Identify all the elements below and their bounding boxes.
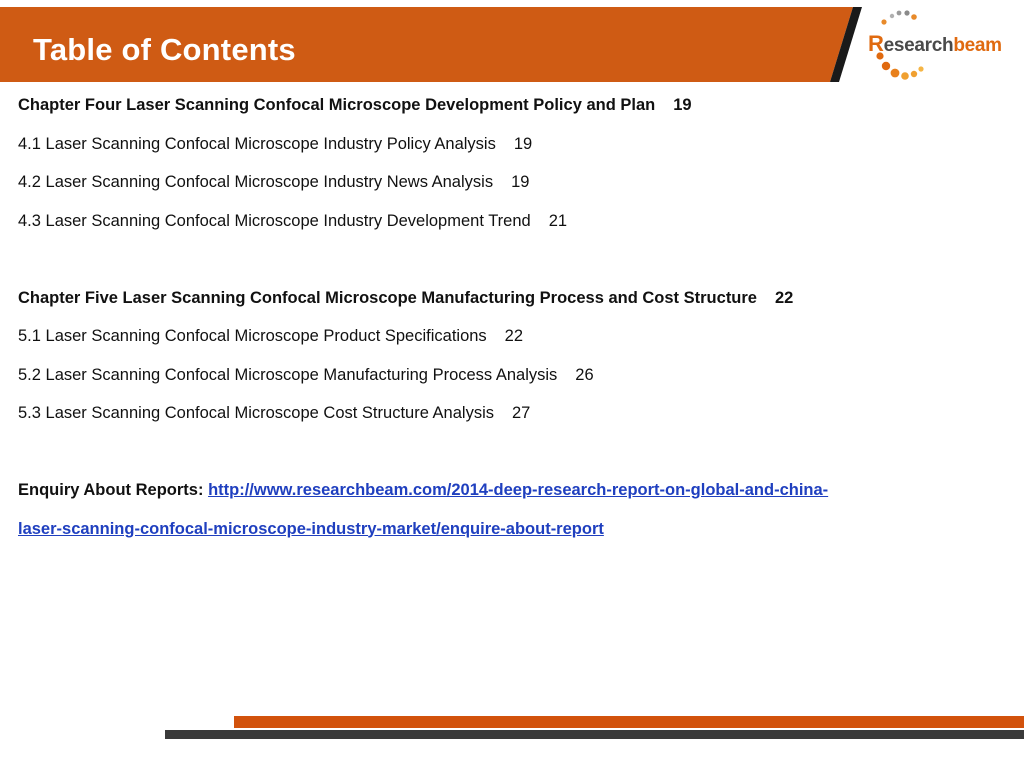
- toc-chapter-4: Chapter Four Laser Scanning Confocal Microscope Development Policy and Plan 19: [18, 96, 692, 114]
- toc-item-5-2: 5.2 Laser Scanning Confocal Microscope Manufacturing Process Analysis 26: [18, 365, 594, 384]
- enquiry-section-cont: [18, 510, 1008, 549]
- enquiry-label: Enquiry About Reports:: [18, 481, 204, 499]
- enquiry-link-continued[interactable]: laser-scanning-confocal-microscope-industry-market/enquire-about-report: [18, 519, 604, 538]
- spacer: [18, 433, 1008, 472]
- toc-item-5-3: 5.3 Laser Scanning Confocal Microscope Cost Structure Analysis 27: [18, 404, 531, 422]
- header-band: [0, 0, 1024, 90]
- toc-item-5-1: 5.1 Laser Scanning Confocal Microscope Product Specifications 22: [18, 327, 524, 345]
- page-title: Table of Contents: [33, 32, 296, 67]
- toc-chapter-5: Chapter Five Laser Scanning Confocal Microscope Manufacturing Process and Cost Structure 22: [18, 288, 794, 307]
- toc-item-4-3: 4.3 Laser Scanning Confocal Microscope Industry Development Trend 21: [18, 211, 568, 230]
- footer-bar-gray: [165, 730, 1024, 739]
- toc-item-4-2: 4.2 Laser Scanning Confocal Microscope Industry News Analysis 19: [18, 173, 530, 191]
- footer-bar-orange: [234, 716, 1024, 728]
- toc-item-4-1: 4.1 Laser Scanning Confocal Microscope Industry Policy Analysis 19: [18, 134, 533, 153]
- spacer: [18, 240, 1008, 279]
- page-number: 22: [775, 288, 794, 307]
- page-number: 21: [548, 211, 568, 230]
- enquiry-link[interactable]: http://www.researchbeam.com/2014-deep-research-report-on-global-and-china-: [208, 481, 829, 499]
- page-number: 19: [513, 134, 533, 153]
- page-number: 26: [575, 365, 594, 384]
- page-number: 22: [504, 327, 524, 345]
- page-number: 19: [511, 173, 530, 191]
- logo-wordmark: Researchbeam: [868, 31, 1002, 56]
- toc-list: [18, 86, 1008, 548]
- page-number: 27: [512, 404, 531, 422]
- enquiry-section: [18, 471, 1008, 510]
- page-number: 19: [673, 96, 692, 114]
